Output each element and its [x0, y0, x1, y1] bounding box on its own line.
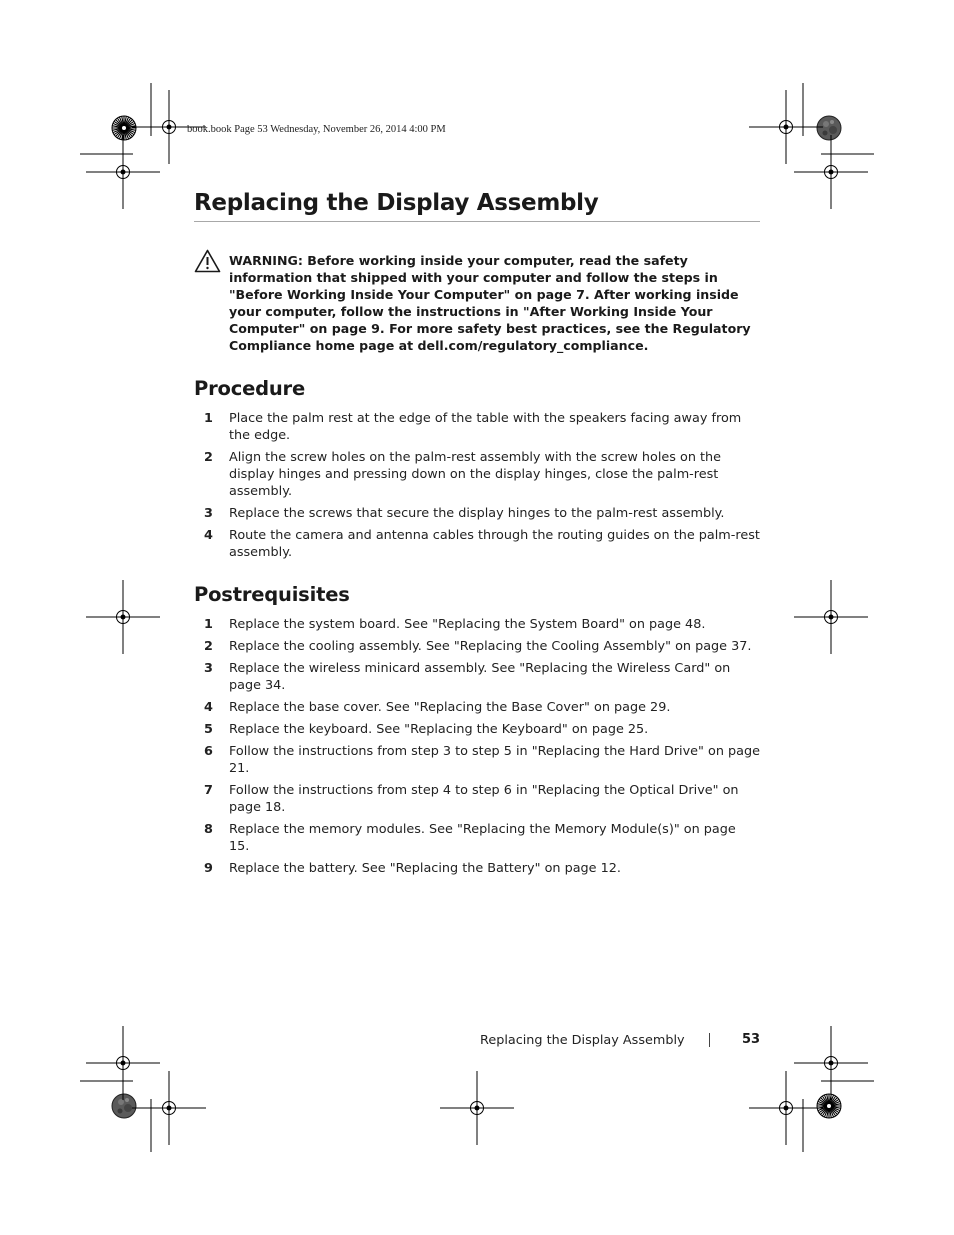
postrequisite-step: [194, 660, 760, 694]
postrequisites-heading: Postrequisites: [194, 583, 350, 606]
step-text: Replace the keyboard. See "Replacing the Keyboard" on page 25.: [229, 722, 649, 737]
postrequisite-step: [194, 860, 760, 877]
step-number: 8: [204, 822, 213, 837]
step-text: Replace the memory modules. See "Replacing the Memory Module(s)" on page 15.: [229, 822, 736, 854]
step-number: 2: [204, 450, 213, 465]
step-number: 6: [204, 744, 213, 759]
page-number: 53: [742, 1032, 761, 1047]
step-text: Place the palm rest at the edge of the table with the speakers facing away from the edge.: [229, 411, 742, 443]
procedure-heading: Procedure: [194, 377, 305, 400]
postrequisite-step: [194, 821, 760, 855]
procedure-steps: [194, 410, 760, 566]
warning-text: WARNING: Before working inside your computer, read the safety information that shipped with your computer and follow the steps in "Before Working Inside Your Computer" on page 7. After working inside your computer, follow the instructions in "After Working Inside Your Computer" on page 9. For more safety best practices, see the Regulatory Compliance home page at dell.com/regulatory_compliance.: [229, 253, 751, 353]
procedure-step: [194, 410, 760, 444]
step-text: Replace the system board. See "Replacing the System Board" on page 48.: [229, 617, 706, 632]
step-text: Replace the screws that secure the display hinges to the palm-rest assembly.: [229, 506, 725, 521]
procedure-step: [194, 449, 760, 500]
step-number: 2: [204, 639, 213, 654]
postrequisites-steps: [194, 616, 760, 882]
postrequisite-step: [194, 782, 760, 816]
postrequisite-step: [194, 616, 760, 633]
postrequisite-step: [194, 721, 760, 738]
step-text: Follow the instructions from step 4 to step 6 in "Replacing the Optical Drive" on page 18.: [229, 783, 739, 815]
footer-title: Replacing the Display Assembly: [480, 1033, 685, 1048]
step-text: Follow the instructions from step 3 to step 5 in "Replacing the Hard Drive" on page 21.: [229, 744, 760, 776]
warning-triangle-icon: [194, 249, 221, 273]
postrequisite-step: [194, 699, 760, 716]
step-text: Replace the wireless minicard assembly. See "Replacing the Wireless Card" on page 34.: [229, 661, 731, 693]
step-number: 4: [204, 700, 213, 715]
step-number: 5: [204, 722, 213, 737]
step-text: Replace the cooling assembly. See "Replacing the Cooling Assembly" on page 37.: [229, 639, 752, 654]
postrequisite-step: [194, 638, 760, 655]
step-text: Replace the battery. See "Replacing the Battery" on page 12.: [229, 861, 621, 876]
procedure-step: [194, 505, 760, 522]
step-number: 1: [204, 411, 213, 426]
step-number: 4: [204, 528, 213, 543]
footer-separator: [709, 1033, 710, 1047]
step-text: Route the camera and antenna cables through the routing guides on the palm-rest assembly.: [229, 528, 760, 560]
print-header: book.book Page 53 Wednesday, November 26, 2014 4:00 PM: [187, 124, 446, 135]
procedure-step: [194, 527, 760, 561]
page-title: Replacing the Display Assembly: [194, 190, 760, 222]
step-number: 9: [204, 861, 213, 876]
step-text: Replace the base cover. See "Replacing the Base Cover" on page 29.: [229, 700, 671, 715]
step-number: 3: [204, 661, 213, 676]
step-number: 3: [204, 506, 213, 521]
postrequisite-step: [194, 743, 760, 777]
step-number: 7: [204, 783, 213, 798]
step-number: 1: [204, 617, 213, 632]
step-text: Align the screw holes on the palm-rest assembly with the screw holes on the display hinges and pressing down on the display hinges, close the palm-rest assembly.: [229, 450, 722, 499]
